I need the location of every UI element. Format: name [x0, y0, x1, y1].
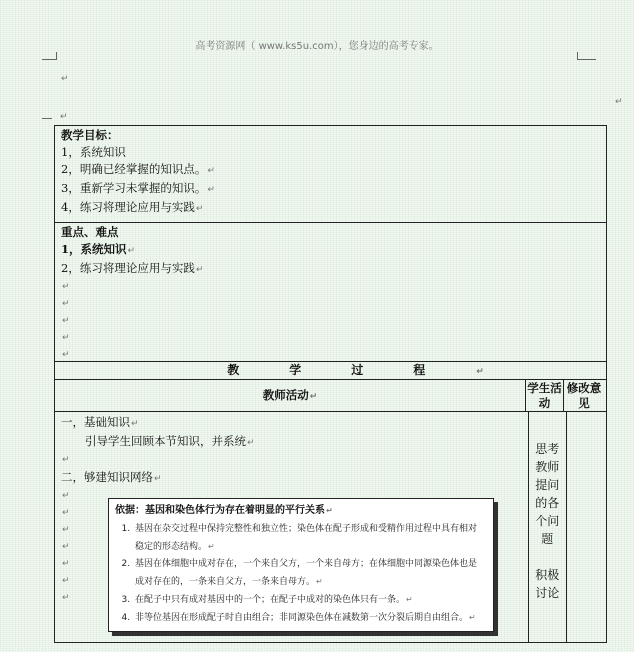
paragraph-mark-icon: ↵	[62, 559, 70, 569]
paragraph-mark-icon: ↵	[62, 316, 70, 326]
revise-cell	[567, 412, 606, 642]
paragraph-mark-icon: ↵	[615, 97, 623, 107]
callout-item: 2. 基因在体细胞中成对存在，一个来自父方，一个来自母方；在体细胞中同源染色体也是成对存在的，一条来自父方，一条来自母方。↵	[133, 556, 485, 591]
lesson-table	[54, 125, 607, 643]
crop-mark-lower	[42, 118, 52, 123]
paragraph-mark-icon: ↵	[62, 508, 70, 518]
paragraph-mark-icon: ↵	[62, 350, 70, 360]
objectives-title: 教学目标：	[61, 128, 119, 142]
revise-column-header: 修改意见	[566, 381, 602, 410]
objective-item: 2，明确已经掌握的知识点。↵	[61, 162, 215, 176]
page-header: 高考资源网（ www.ks5u.com），您身边的高考专家。	[195, 41, 439, 52]
callout-item: 3. 在配子中只有成对基因中的一个；在配子中成对的染色体只有一条。↵	[133, 591, 485, 609]
paragraph-mark-icon: ↵	[62, 282, 70, 292]
paragraph-mark-icon: ↵	[62, 299, 70, 309]
paragraph-mark-icon: ↵	[62, 455, 70, 465]
keypoint-item: 2，练习将理论应用与实践↵	[61, 261, 204, 275]
teacher-column-header: 教师活动↵	[55, 380, 526, 411]
student-activity-cell: 思考 教师 提问 的各 个问 题 积极 讨论	[529, 412, 567, 642]
paragraph-mark-icon: ↵	[62, 491, 70, 501]
keypoints-section	[55, 223, 606, 362]
objectives-section	[55, 126, 606, 223]
text-line: 引导学生回顾本节知识，并系统↵	[85, 434, 255, 448]
crop-mark-left	[42, 52, 57, 60]
objective-item: 3，重新学习未掌握的知识。↵	[61, 181, 215, 195]
callout-item: 4. 非等位基因在形成配子时自由组合；非同源染色体在减数第一次分裂后期自由组合。↵	[133, 609, 485, 627]
objective-item: 1，系统知识	[61, 145, 126, 159]
keypoints-title: 重点、难点	[61, 225, 119, 239]
text-line: 一，基础知识↵	[61, 415, 139, 429]
paragraph-mark-icon: ↵	[62, 525, 70, 535]
crop-mark-right	[577, 52, 596, 60]
objective-item: 4，练习将理论应用与实践↵	[61, 200, 204, 214]
table-header-row	[55, 380, 606, 412]
paragraph-mark-icon: ↵	[62, 593, 70, 603]
evidence-callout-box	[108, 498, 494, 632]
callout-item: 1. 基因在杂交过程中保持完整性和独立性；染色体在配子形成和受精作用过程中具有相对稳定的形态结构。↵	[133, 521, 485, 556]
paragraph-mark-icon: ↵	[61, 74, 69, 84]
paragraph-mark-icon: ↵	[62, 333, 70, 343]
text-line: 二，够建知识网络↵	[61, 470, 162, 484]
paragraph-mark-icon: ↵	[62, 576, 70, 586]
process-title: 教学过程↵	[55, 362, 606, 380]
paragraph-mark-icon: ↵	[60, 112, 68, 122]
paragraph-mark-icon: ↵	[62, 542, 70, 552]
table-body-row	[55, 412, 606, 642]
teacher-activity-cell	[55, 412, 529, 642]
student-column-header: 学生活动	[526, 380, 564, 411]
callout-title: 依据：基因和染色体行为存在着明显的平行关系↵	[115, 505, 333, 516]
keypoint-item: 1，系统知识↵	[61, 242, 136, 256]
